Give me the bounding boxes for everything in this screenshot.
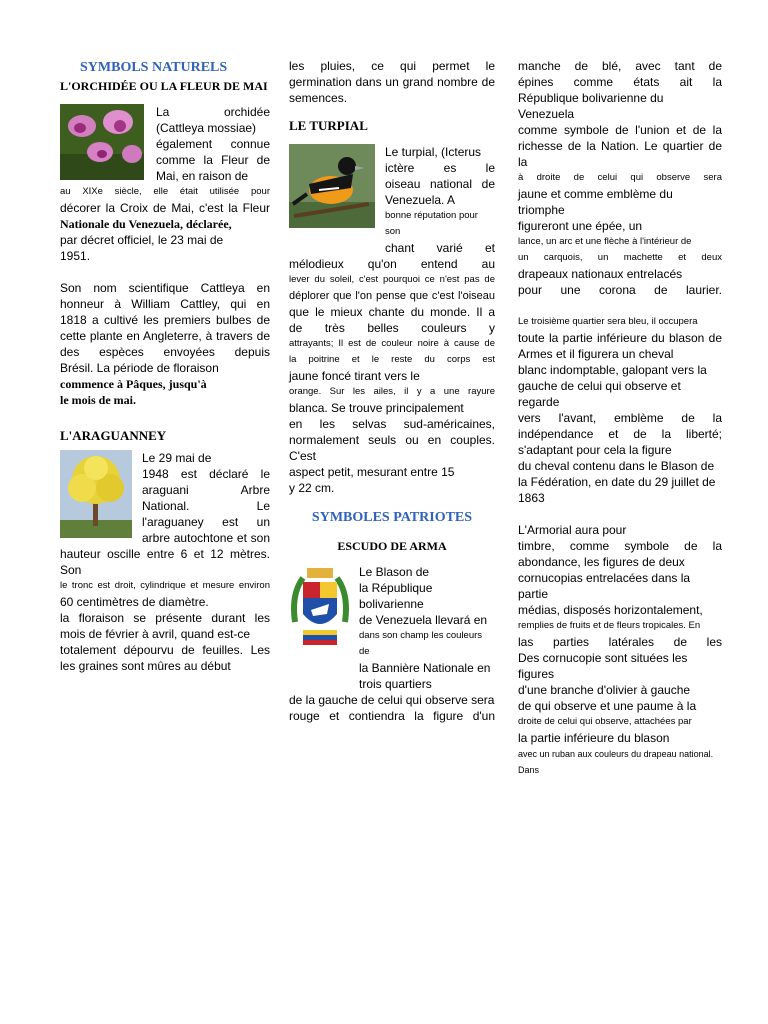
araguaney-block <box>60 450 270 546</box>
text-line: 60 centimètres de diamètre. <box>60 595 209 609</box>
text-line: blanca. Se trouve principalement <box>289 401 464 415</box>
text-line: par décret officiel, le 23 mai de <box>60 233 224 247</box>
escudo-block <box>289 564 495 692</box>
text-line: la floraison se présente durant les <box>60 611 270 625</box>
text-line: blanc indomptable, galopant vers la <box>518 363 707 377</box>
text-line: National. Le <box>142 499 270 513</box>
turpial-bird-image <box>289 144 375 228</box>
text-line: 1818 a cultivé les premiers bulbes de <box>60 313 270 327</box>
text-line: hauteur oscille entre 6 et 12 mètres. Son <box>60 547 270 577</box>
text-line: pour une corona de laurier. <box>518 283 722 297</box>
text-line: 1948 est déclaré le <box>142 467 270 481</box>
text-line: araguani Arbre <box>142 483 270 497</box>
text-line: las parties latérales de les <box>518 635 722 649</box>
text-line: Le 29 mai de <box>142 451 212 465</box>
text-line: (Cattleya mossiae) <box>156 121 257 135</box>
text-line: manche de blé, avec tant de <box>518 59 722 73</box>
text-line: aspect petit, mesurant entre 15 <box>289 465 455 479</box>
text-line: jaune foncé tirant vers le <box>289 369 420 383</box>
escudo-side-text <box>359 564 495 692</box>
text-line: normalement seuls ou en couples. C'est <box>289 433 495 463</box>
text-line: des espèces envoyées depuis <box>60 345 270 359</box>
text-line: mois de février à avril, quand est-ce <box>60 627 251 641</box>
text-line: chant varié et <box>385 241 495 255</box>
coat-of-arms-image <box>289 564 351 652</box>
text-line: le tronc est droit, cylindrique et mesure environ <box>60 580 270 591</box>
text-line: que le mieux chante du monde. Il a <box>289 305 495 319</box>
heading-orchidee: L'ORCHIDÉE OU LA FLEUR DE MAI <box>60 79 268 93</box>
heading-araguaney: L'ARAGUANNEY <box>60 428 167 443</box>
text-line: vers l'avant, emblème de la <box>518 411 722 425</box>
text-line: Venezuela. A <box>385 193 456 207</box>
text-line: au XIXe siècle, elle était utilisée pour <box>60 186 270 197</box>
heading-symboles-patriotes: SYMBOLES PATRIOTES <box>311 510 473 525</box>
araguaney-side-text <box>142 450 270 546</box>
text-line: déplorer que l'on pense que c'est l'oiseau <box>289 290 495 302</box>
text-line: d'une branche d'olivier à gauche <box>518 683 691 697</box>
text-line: timbre, comme symbole de la <box>518 539 722 553</box>
text-line: les graines sont mûres au début <box>60 659 231 673</box>
text-line: de très belles couleurs y <box>289 321 495 335</box>
heading-symbols-naturels: SYMBOLS NATURELS <box>80 60 228 75</box>
text-line: de la gauche de celui qui observe sera <box>289 693 495 707</box>
text-line: médias, disposés horizontalement, <box>518 603 703 617</box>
text-line: également connue <box>156 137 270 151</box>
orchid-side-text <box>156 104 270 184</box>
heading-escudo: ESCUDO DE ARMA <box>337 539 447 553</box>
text-line: toute la partie inférieure du blason de <box>518 331 722 345</box>
text-line: comme la Fleur de <box>156 153 270 167</box>
text-line: le mois de mai. <box>60 393 136 407</box>
text-line: République bolivarienne du Venezuela <box>518 91 664 121</box>
text-line: la République bolivarienne <box>359 581 433 611</box>
text-line: mélodieux qu'on entend au <box>289 257 495 271</box>
turpial-side-text <box>385 144 495 256</box>
text-line: comme symbole de l'union et de la <box>518 123 722 137</box>
text-line: en les selvas sud-américaines, <box>289 417 495 431</box>
column-2 <box>289 58 495 724</box>
text-line: germination dans un grand nombre de <box>289 75 495 89</box>
text-line: trois quartiers <box>359 677 432 691</box>
text-line: lever du soleil, c'est pourquoi ce n'est pas de <box>289 274 495 285</box>
text-line: Mai, en raison de <box>156 169 249 183</box>
text-line: Le turpial, (Icterus <box>385 145 482 159</box>
text-line: totalement dépourvu de feuilles. Les <box>60 643 270 657</box>
text-line: 1863 <box>518 491 545 505</box>
text-line: lance, un arc et une flèche à l'intérieur de <box>518 236 692 247</box>
text-line: à droite de celui qui observe sera <box>518 172 722 183</box>
text-line: décorer la Croix de Mai, c'est la Fleur <box>60 201 270 215</box>
heading-turpial: LE TURPIAL <box>289 118 368 133</box>
text-line: figureront une épée, un <box>518 219 643 233</box>
text-line: la Bannière Nationale en <box>359 661 491 675</box>
text-line: de Venezuela llevará en <box>359 613 488 627</box>
column-3 <box>518 58 722 778</box>
text-line: commence à Pâques, jusqu'à <box>60 377 207 391</box>
text-line: L'Armorial aura pour <box>518 523 627 537</box>
text-line: l'araguaney est un <box>142 515 270 529</box>
text-line: ictère es le <box>385 161 495 175</box>
text-line: jaune et comme emblème du triomphe <box>518 187 673 217</box>
turpial-block <box>289 144 495 256</box>
text-line: Le Blason de <box>359 565 430 579</box>
text-line: la Fédération, en date du 29 juillet de <box>518 475 716 489</box>
text-line: y 22 cm. <box>289 481 335 495</box>
text-line: gauche de celui qui observe et regarde <box>518 379 681 409</box>
text-line: orange. Sur les ailes, il y a une rayure <box>289 386 495 397</box>
text-line: Des cornucopie sont situées les figures <box>518 651 688 681</box>
text-line: la poitrine et le reste du corps est <box>289 354 495 365</box>
orchid-image <box>60 104 144 180</box>
text-line: Le troisième quartier sera bleu, il occupera <box>518 316 698 327</box>
text-line: bonne réputation pour son <box>385 210 478 237</box>
text-line: les pluies, ce qui permet le <box>289 59 495 73</box>
text-line: oiseau national de <box>385 177 495 191</box>
text-line: remplies de fruits et de fleurs tropicales. En <box>518 620 701 631</box>
text-line: richesse de la Nation. Le quartier de la <box>518 139 722 169</box>
text-line: dans son champ les couleurs de <box>359 630 483 657</box>
text-line: droite de celui qui observe, attachées par <box>518 716 692 727</box>
text-line: La orchidée <box>156 105 270 119</box>
text-line: arbre autochtone et son <box>142 531 270 545</box>
araguaney-tree-image <box>60 450 132 538</box>
text-line: du cheval contenu dans le Blason de <box>518 459 715 473</box>
text-line: Armes et il figurera un cheval <box>518 347 674 361</box>
text-line: drapeaux nationaux entrelacés <box>518 267 683 281</box>
text-line: cette plante en Angleterre, à travers de <box>60 329 270 343</box>
column-1 <box>60 58 270 674</box>
text-line: Son nom scientifique Cattleya en <box>60 281 270 295</box>
text-line: abondance, les figures de deux <box>518 555 685 569</box>
text-line: semences. <box>289 91 348 105</box>
text-line: s'adaptant pour cela la figure <box>518 443 672 457</box>
text-line: rouge et contiendra la figure d'un <box>289 709 495 723</box>
text-line: Nationale du Venezuela, déclarée, <box>60 217 232 231</box>
text-line: un carquois, un machette et deux <box>518 252 722 263</box>
orchid-block <box>60 104 270 184</box>
text-line: épines comme états ait la <box>518 75 722 89</box>
text-line: Brésil. La période de floraison <box>60 361 219 375</box>
text-line: la partie inférieure du blason <box>518 731 670 745</box>
text-line: indépendance et de la liberté; <box>518 427 722 441</box>
text-line: attrayants; Il est de couleur noire à cause de <box>289 338 495 349</box>
text-line: de qui observe et une paume à la <box>518 699 697 713</box>
text-line: honneur à William Cattley, qui en <box>60 297 270 311</box>
text-line: cornucopias entrelacées dans la partie <box>518 571 691 601</box>
text-line: 1951. <box>60 249 91 263</box>
text-line: avec un ruban aux couleurs du drapeau national. Dans <box>518 749 714 775</box>
